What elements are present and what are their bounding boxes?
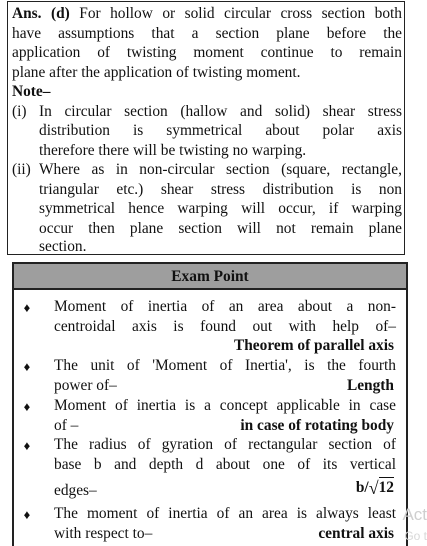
exam-item-3-line-2: of – — [54, 416, 79, 434]
square-root — [369, 478, 394, 499]
exam-item-2-line-2: power of– — [54, 376, 117, 394]
bullet-icon: ♦ — [23, 300, 31, 315]
exam-item-5-answer: central axis — [318, 524, 394, 542]
bullet-icon: ♦ — [23, 438, 31, 453]
answer-label: Ans. (d) — [12, 5, 70, 22]
note-i-line-2: distribution is symmetrical about polar axis — [39, 122, 402, 139]
exam-item-2-line-1: The unit of 'Moment of Inertia', is the fourth — [54, 357, 396, 374]
bullet-icon: ♦ — [23, 399, 31, 414]
exam-item-4-answer — [356, 478, 394, 499]
answer-line-4: plane after the application of twisting moment. — [12, 63, 301, 81]
note-ii-line-2: triangular etc.) shear stress distribution is non — [39, 180, 402, 198]
radical-sign-icon: √ — [368, 478, 379, 498]
exam-item-1-line-1: Moment of inertia of an area about a non- — [54, 298, 396, 315]
exam-item-4-line-1: The radius of gyration of rectangular section of — [54, 436, 396, 453]
note-ii-line-5: section. — [39, 238, 87, 255]
exam-item-3-line-1: Moment of inertia is a concept applicable in case — [54, 397, 396, 414]
note-marker-i: (i) — [12, 102, 27, 120]
answer-prefix: b/ — [355, 479, 369, 496]
answer-line-3: application of twisting moment continue to remain — [12, 44, 402, 61]
bullet-icon: ♦ — [23, 359, 31, 374]
exam-item-5-line-1: The moment of inertia of an area is always least — [54, 505, 396, 522]
exam-item-2-answer: Length — [346, 376, 394, 394]
exam-point-box — [12, 262, 408, 546]
note-i-line-3: therefore there will be twisting no warping. — [39, 141, 307, 159]
exam-item-4-line-2: base b and depth d about one of its vertical — [54, 455, 396, 473]
note-ii-line-3: symmetrical hence warping will occur, if warping — [39, 200, 402, 217]
note-heading: Note– — [12, 83, 51, 100]
answer-line-1 — [12, 4, 402, 24]
note-ii-line-4: occur then plane section will not remain plane — [39, 219, 402, 237]
radicand: 12 — [378, 479, 394, 496]
note-marker-ii: (ii) — [12, 161, 31, 178]
exam-item-1-answer: Theorem of parallel axis — [233, 337, 394, 354]
note-i-line-1: In circular section (hallow and solid) shear stress — [39, 102, 402, 120]
watermark-text: Act — [402, 505, 427, 524]
note-ii-line-1: Where as in non-circular section (square, rectangle, — [39, 161, 402, 178]
exam-item-3-answer: in case of rotating body — [240, 416, 394, 434]
exam-item-4-line-3: edges– — [54, 482, 97, 499]
answer-line-2: have assumptions that a section plane before the — [12, 24, 402, 42]
answer-note-box — [7, 1, 405, 255]
exam-item-5-line-2: with respect to– — [54, 524, 153, 542]
answer-text: For hollow or solid circular cross section both — [79, 5, 402, 22]
bullet-icon: ♦ — [23, 507, 31, 522]
watermark-subtext: Go t — [404, 529, 427, 543]
exam-point-title: Exam Point — [14, 264, 406, 290]
exam-item-1-line-2: centroidal axis is found out with help of– — [54, 317, 396, 335]
